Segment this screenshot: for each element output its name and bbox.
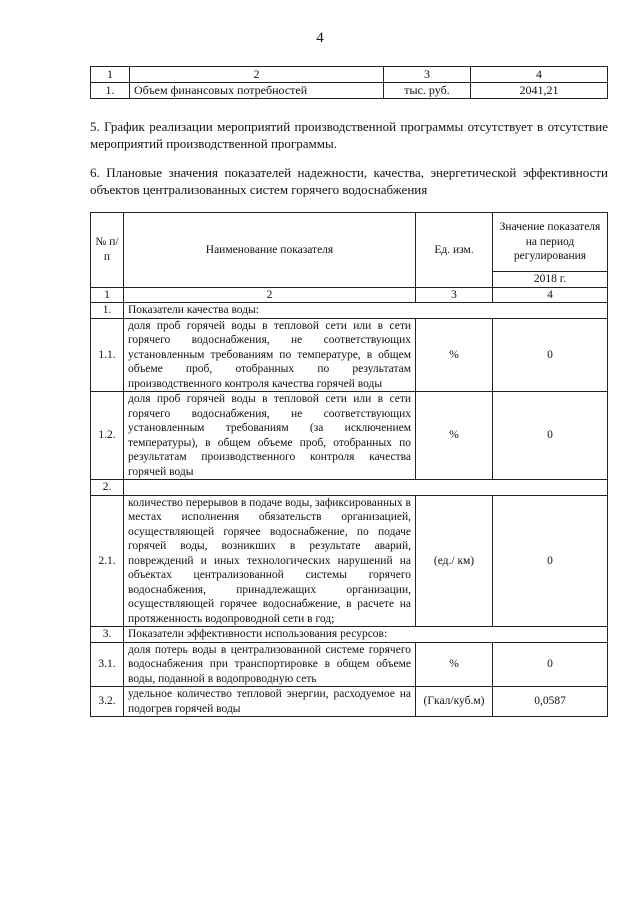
row-number: 3.2. — [91, 687, 124, 717]
indicator-value: 0,0587 — [493, 687, 608, 717]
section-title: Показатели эффективности использования ресурсов: — [124, 627, 608, 643]
column-number: 1 — [91, 287, 124, 303]
header-name: Наименование показателя — [124, 213, 416, 288]
table-row — [91, 392, 608, 480]
indicator-name: количество перерывов в подаче воды, зафиксированных в местах исполнения обязательств организацией, осуществляющей горячее водоснабжение, по подаче горячей воды, возникших в результате аварий, повреждений и иных технологических нарушений на объектах централизованной системы горячего водоснабжения, принадлежащих организации, осуществляющей горячее водоснабжение, в расчете на протяженность водопроводной сети в год; — [124, 495, 416, 627]
row-number: 1. — [91, 303, 124, 319]
header-unit: Ед. изм. — [416, 213, 493, 288]
indicator-name: доля потерь воды в централизованной системе горячего водоснабжения при транспортировке в общем объеме воды, поданной в водопроводную сеть — [124, 642, 416, 687]
table-row — [91, 303, 608, 319]
indicator-unit: % — [416, 318, 493, 392]
column-number: 3 — [416, 287, 493, 303]
section-title: Показатели качества воды: — [124, 303, 608, 319]
row-number: 1.1. — [91, 318, 124, 392]
table-row — [91, 495, 608, 627]
indicator-unit: (Гкал/куб.м) — [416, 687, 493, 717]
header-cell: 1 — [91, 67, 130, 83]
row-number: 3. — [91, 627, 124, 643]
indicator-name: удельное количество тепловой энергии, расходуемое на подогрев горячей воды — [124, 687, 416, 717]
table-row — [91, 687, 608, 717]
indicator-value: 0 — [493, 318, 608, 392]
row-name: Объем финансовых потребностей — [130, 83, 384, 99]
indicator-unit: (ед./ км) — [416, 495, 493, 627]
row-number: 2. — [91, 480, 124, 496]
table-row — [91, 480, 608, 496]
finance-table-row — [91, 83, 608, 99]
indicator-value: 0 — [493, 495, 608, 627]
column-number: 2 — [124, 287, 416, 303]
row-unit: тыс. руб. — [384, 83, 471, 99]
table-row — [91, 627, 608, 643]
indicators-table — [90, 212, 608, 717]
section-5-paragraph: 5. График реализации мероприятий производственной программы отсутствует в отсутствие мероприятий производственной программы. — [90, 119, 608, 151]
page-number: 4 — [316, 30, 324, 46]
indicator-value: 0 — [493, 392, 608, 480]
row-value: 2041,21 — [471, 83, 608, 99]
header-value: Значение показателя на период регулирования — [493, 213, 608, 272]
indicator-unit: % — [416, 392, 493, 480]
finance-table-header-row — [91, 67, 608, 83]
indicators-body — [91, 303, 608, 717]
indicator-name: доля проб горячей воды в тепловой сети или в сети горячего водоснабжения, не соответствующих установленным требованиям (за исключением температуры), в общем объеме проб, отобранных по результатам производственного контроля качества горячей воды — [124, 392, 416, 480]
column-number: 4 — [493, 287, 608, 303]
header-num: № п/п — [91, 213, 124, 288]
indicator-value: 0 — [493, 642, 608, 687]
section-6-heading: 6. Плановые значения показателей надежности, качества, энергетической эффективности объектов централизованных систем горячего водоснабжения — [90, 165, 608, 197]
row-number: 1. — [91, 83, 130, 99]
indicator-unit: % — [416, 642, 493, 687]
indicator-name: доля проб горячей воды в тепловой сети или в сети горячего водоснабжения, не соответствующих установленным требованиям по температуре, в общем объеме проб, отобранных по результатам производственного контроля качества горячей воды — [124, 318, 416, 392]
row-number: 3.1. — [91, 642, 124, 687]
row-number: 1.2. — [91, 392, 124, 480]
indicators-column-numbers-row — [91, 287, 608, 303]
header-cell: 4 — [471, 67, 608, 83]
header-cell: 2 — [130, 67, 384, 83]
table-row — [91, 642, 608, 687]
header-year: 2018 г. — [493, 272, 608, 288]
finance-table — [90, 66, 608, 99]
row-number: 2.1. — [91, 495, 124, 627]
section-title — [124, 480, 608, 496]
header-cell: 3 — [384, 67, 471, 83]
table-row — [91, 318, 608, 392]
indicators-header-row — [91, 213, 608, 272]
